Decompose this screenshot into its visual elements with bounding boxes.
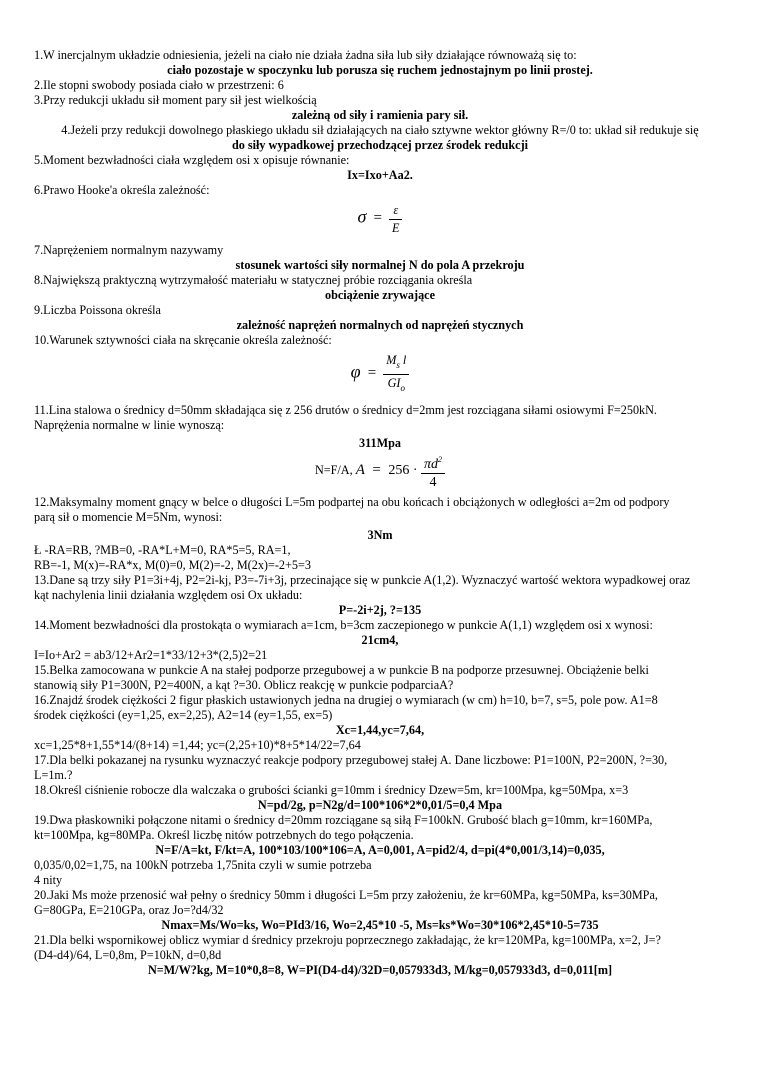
q20-text-2: G=80GPa, E=210GPa, oraz Jo=?d4/32 [34,903,224,917]
q19-work-1: 0,035/0,02=1,75, na 100kN potrzeba 1,75nita czyli w sumie potrzeba [34,858,372,872]
q3-text: 3.Przy redukcji układu sił moment pary sił jest wielkością [34,93,317,107]
q1-text: 1.W inercjalnym układzie odniesienia, jeżeli na ciało nie działa żadna siła lub siły działające równoważą się to: [34,48,577,62]
q14-work: I=Io+Ar2 = ab3/12+Ar2=1*33/12+3*(2,5)2=21 [34,648,268,662]
q9-text: 9.Liczba Poissona określa [34,303,161,317]
q2-text: 2.Ile stopni swobody posiada ciało w przestrzeni: 6 [34,78,284,92]
q19-text-2: kt=100Mpa, kg=80MPa. Określ liczbę nitów potrzebnych do tego połączenia. [34,828,414,842]
torsion-denominator [383,375,409,397]
hooke-fraction [389,202,402,237]
q15-text: 15.Belka zamocowana w punkcie A na stałej podporze przegubowej a w punkcie B na podporze przesuwnej. Obciążenie belki [34,663,649,677]
hooke-lhs: σ [357,206,367,227]
q13-answer: P=-2i+2j, ?=135 [338,603,422,617]
q19-work-2: 4 nity [34,873,63,887]
q11-text-2: Naprężenia normalne w linie wynoszą: [34,418,225,432]
torsion-numerator [383,352,409,375]
q13-text-2: kąt nachylenia linii działania względem osi Ox układu: [34,588,303,602]
torsion-eq: = [367,365,377,382]
q4-answer: do siły wypadkowej przechodzącej przez środek redukcji [231,138,529,152]
q6-text: 6.Prawo Hooke'a określa zależność: [34,183,210,197]
q16-text: 16.Znajdź środek ciężkości 2 figur płaskich ustawionych jedna na drugiej o wymiarach (w cm) h=10, b=7, s=5, pole pow. A1=8 [34,693,658,707]
q11-nfa: N=F/A, [314,463,353,478]
area-denominator: 4 [429,475,437,490]
q14-text: 14.Moment bezwładności dla prostokąta o wymiarach a=1cm, b=3cm zaczepionego w punkcie A(1,1) względem osi x wynosi: [34,618,653,632]
q17-text: 17.Dla belki pokazanej na rysunku wyznaczyć reakcje podpory przegubowej stałej A. Dane liczbowe: P1=100N, P2=200N, ?=30, [34,753,668,767]
q12-answer: 3Nm [367,528,393,542]
q7-text: 7.Naprężeniem normalnym nazywamy [34,243,224,257]
document-page [34,48,726,978]
q1-answer: ciało pozostaje w spoczynku lub porusza się ruchem jednostajnym po linii prostej. [167,63,593,77]
q21-answer: N=M/W?kg, M=10*0,8=8, W=PI(D4-d4)/32D=0,057933d3, M/kg=0,057933d3, d=0,011[m] [147,963,613,977]
q8-answer: obciążenie zrywające [325,288,435,302]
area-num-base: πd [424,457,439,472]
torsion-lhs: φ [350,361,361,382]
area-num-sup: 2 [438,455,443,464]
q12-text: 12.Maksymalny moment gnący w belce o długości L=5m podpartej na obu końcach i obciążonych w odległości a=2m od podpory [34,495,670,509]
hooke-numerator: ε [389,202,402,220]
area-fraction [421,451,445,491]
q18-answer: N=pd/2g, p=N2g/d=100*106*2*0,01/5=0,4 Mpa [257,798,503,812]
q8-text: 8.Największą praktyczną wytrzymałość materiału w statycznej próbie rozciągania określa [34,273,473,287]
torsion-formula [34,352,726,397]
q7-answer: stosunek wartości siły normalnej N do pola A przekroju [235,258,525,272]
q21-text: 21.Dla belki wspornikowej oblicz wymiar d średnicy przekroju poprzecznego zakładając, że kr=120MPa, kg=100MPa, x=2, J=? [34,933,661,947]
torsion-num-sub: s [396,360,400,370]
torsion-fraction [383,352,409,397]
hooke-denominator: E [392,221,400,235]
torsion-num-tail: l [402,353,407,367]
q9-answer: zależność naprężeń normalnych od naprężeń stycznych [236,318,524,332]
q12-work-1: Ł -RA=RB, ?MB=0, -RA*L+M=0, RA*5=5, RA=1, [34,543,291,557]
q15-text-2: stanowią siły P1=300N, P2=400N, a kąt ?=30. Oblicz reakcję w punkcie podparciaA? [34,678,454,692]
hooke-eq: = [373,210,382,227]
q12-work-2: RB=-1, M(x)=-RA*x, M(0)=0, M(2)=-2, M(2x)=-2+5=3 [34,558,311,572]
q14-answer: 21cm4, [361,633,399,647]
torsion-num-base: M [386,353,397,367]
q4-text: 4.Jeżeli przy redukcji dowolnego płaskiego układu sił działających na ciało sztywne wektor główny R=/0 to: układ sił redukuje się [61,123,699,137]
q13-text: 13.Dane są trzy siły P1=3i+4j, P2=2i-kj, P3=-7i+3j, przecinające się w punkcie A(1,2). Wyznaczyć wartość wektora wypadkowej oraz [34,573,691,587]
q19-text: 19.Dwa płaskowniki połączone nitami o średnicy d=20mm rozciągane są siłą F=100kN. Grubość blach g=10mm, kr=160MPa, [34,813,653,827]
q3-answer: zależną od siły i ramienia pary sił. [291,108,469,122]
q5-text: 5.Moment bezwładności ciała względem osi x opisuje równanie: [34,153,350,167]
q10-text: 10.Warunek sztywności ciała na skręcanie określa zależność: [34,333,332,347]
torsion-den-sub: o [400,383,405,393]
q5-answer: Ix=Ixo+Aa2. [347,168,413,182]
q20-text: 20.Jaki Ms może przenosić wał pełny o średnicy 50mm i długości L=5m przy założeniu, że kr=60MPa, kg=50MPa, ks=30MPa, [34,888,658,902]
area-formula [355,455,445,490]
q11-text: 11.Lina stalowa o średnicy d=50mm składająca się z 256 drutów o średnicy d=2mm jest rozciągana siłami osiowymi F=250kN. [34,403,657,417]
q11-formula-row [34,451,726,491]
area-lhs: A [355,462,365,479]
q18-text: 18.Określ ciśnienie robocze dla walczaka o grubości ścianki g=10mm i średnicy Dzew=5m, kr=100Mpa, kg=50Mpa, x=3 [34,783,629,797]
q16-answer: Xc=1,44,yc=7,64, [335,723,425,737]
q21-text-2: (D4-d4)/64, L=0,8m, P=10kN, d=0,8d [34,948,222,962]
q17-text-2: L=1m.? [34,768,73,782]
q19-answer: N=F/A=kt, F/kt=A, 100*103/100*106=A, A=0,001, A=pid2/4, d=pi(4*0,001/3,14)=0,035, [155,843,605,857]
torsion-den-base: GI [387,376,401,390]
hooke-formula [34,202,726,237]
q16-work: xc=1,25*8+1,55*14/(8+14) =1,44; yc=(2,25+10)*8+5*14/22=7,64 [34,738,361,752]
area-numerator [421,451,445,474]
q12-text-2: parą sił o momencie M=5Nm, wynosi: [34,510,223,524]
area-eq: = [372,462,381,479]
q11-answer: 311Mpa [359,436,401,450]
q16-text-2: środek ciężkości (ey=1,25, ex=2,25), A2=14 (ey=1,55, ex=5) [34,708,333,722]
area-coef: 256 · [388,463,418,479]
q20-answer: Nmax=Ms/Wo=ks, Wo=PId3/16, Wo=2,45*10 -5, Ms=ks*Wo=30*106*2,45*10-5=735 [161,918,599,932]
